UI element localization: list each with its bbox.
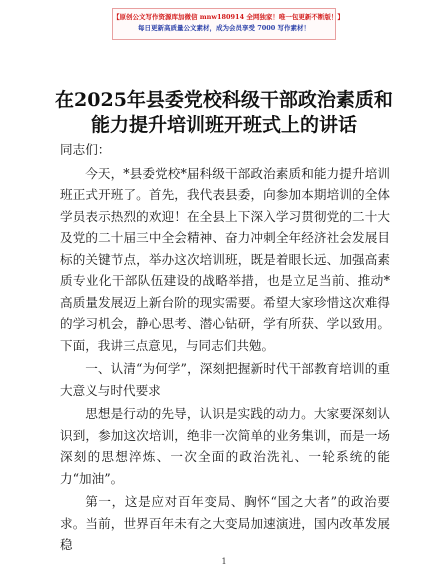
banner-line-1: 【原创公文写作资源库加微信 mnw180914 全网独家！唯一包更新不断版！】 [113, 13, 344, 21]
page-number: 1 [221, 557, 227, 566]
paragraph: 思想是行动的先导，认识是实践的动力。大家要深刻认识到，参加这次培训，绝非一次简单的业务集训，而是一场深刻的思想淬炼、一次全面的政治洗礼、一轮系统的能力“加油”。 [60, 406, 390, 486]
document-title: 在2025年县委党校科级干部政治素质和能力提升培训班开班式上的讲话 [55, 89, 393, 136]
header-banner [112, 8, 344, 40]
paragraph: 今天，*县委党校*届科级干部政治素质和能力提升培训班正式开班了。首先，我代表县委，向参加本期培训的全体学员表示热烈的欢迎！在全县上下深入学习贯彻党的二十大及党的二十届三中全会精神、奋力冲刺全年经济社会发展目标的关键节点，举办这次培训班，既是着眼长远、加强高素质专业化干部队伍建设的战略举措，也是立足当前、推动*高质量发展迈上新台阶的现实需要。希望大家珍惜这次难得的学习机会，静心思考、潜心钻研，学有所获、学以致用。下面，我讲三点意见，与同志们共勉。 [60, 165, 390, 353]
document-body [60, 139, 390, 556]
banner-line-2: 每日更新高质量公文素材，成为会员享受 7000 写作素材！ [137, 24, 311, 32]
section-heading: 一、认清“为何学”，深刻把握新时代干部教育培训的重大意义与时代要求 [60, 361, 390, 398]
paragraph: 第一，这是应对百年变局、胸怀“国之大者”的政治要求。当前，世界百年未有之大变局加速演进，国内改革发展稳 [60, 494, 390, 552]
salutation: 同志们： [60, 142, 111, 157]
